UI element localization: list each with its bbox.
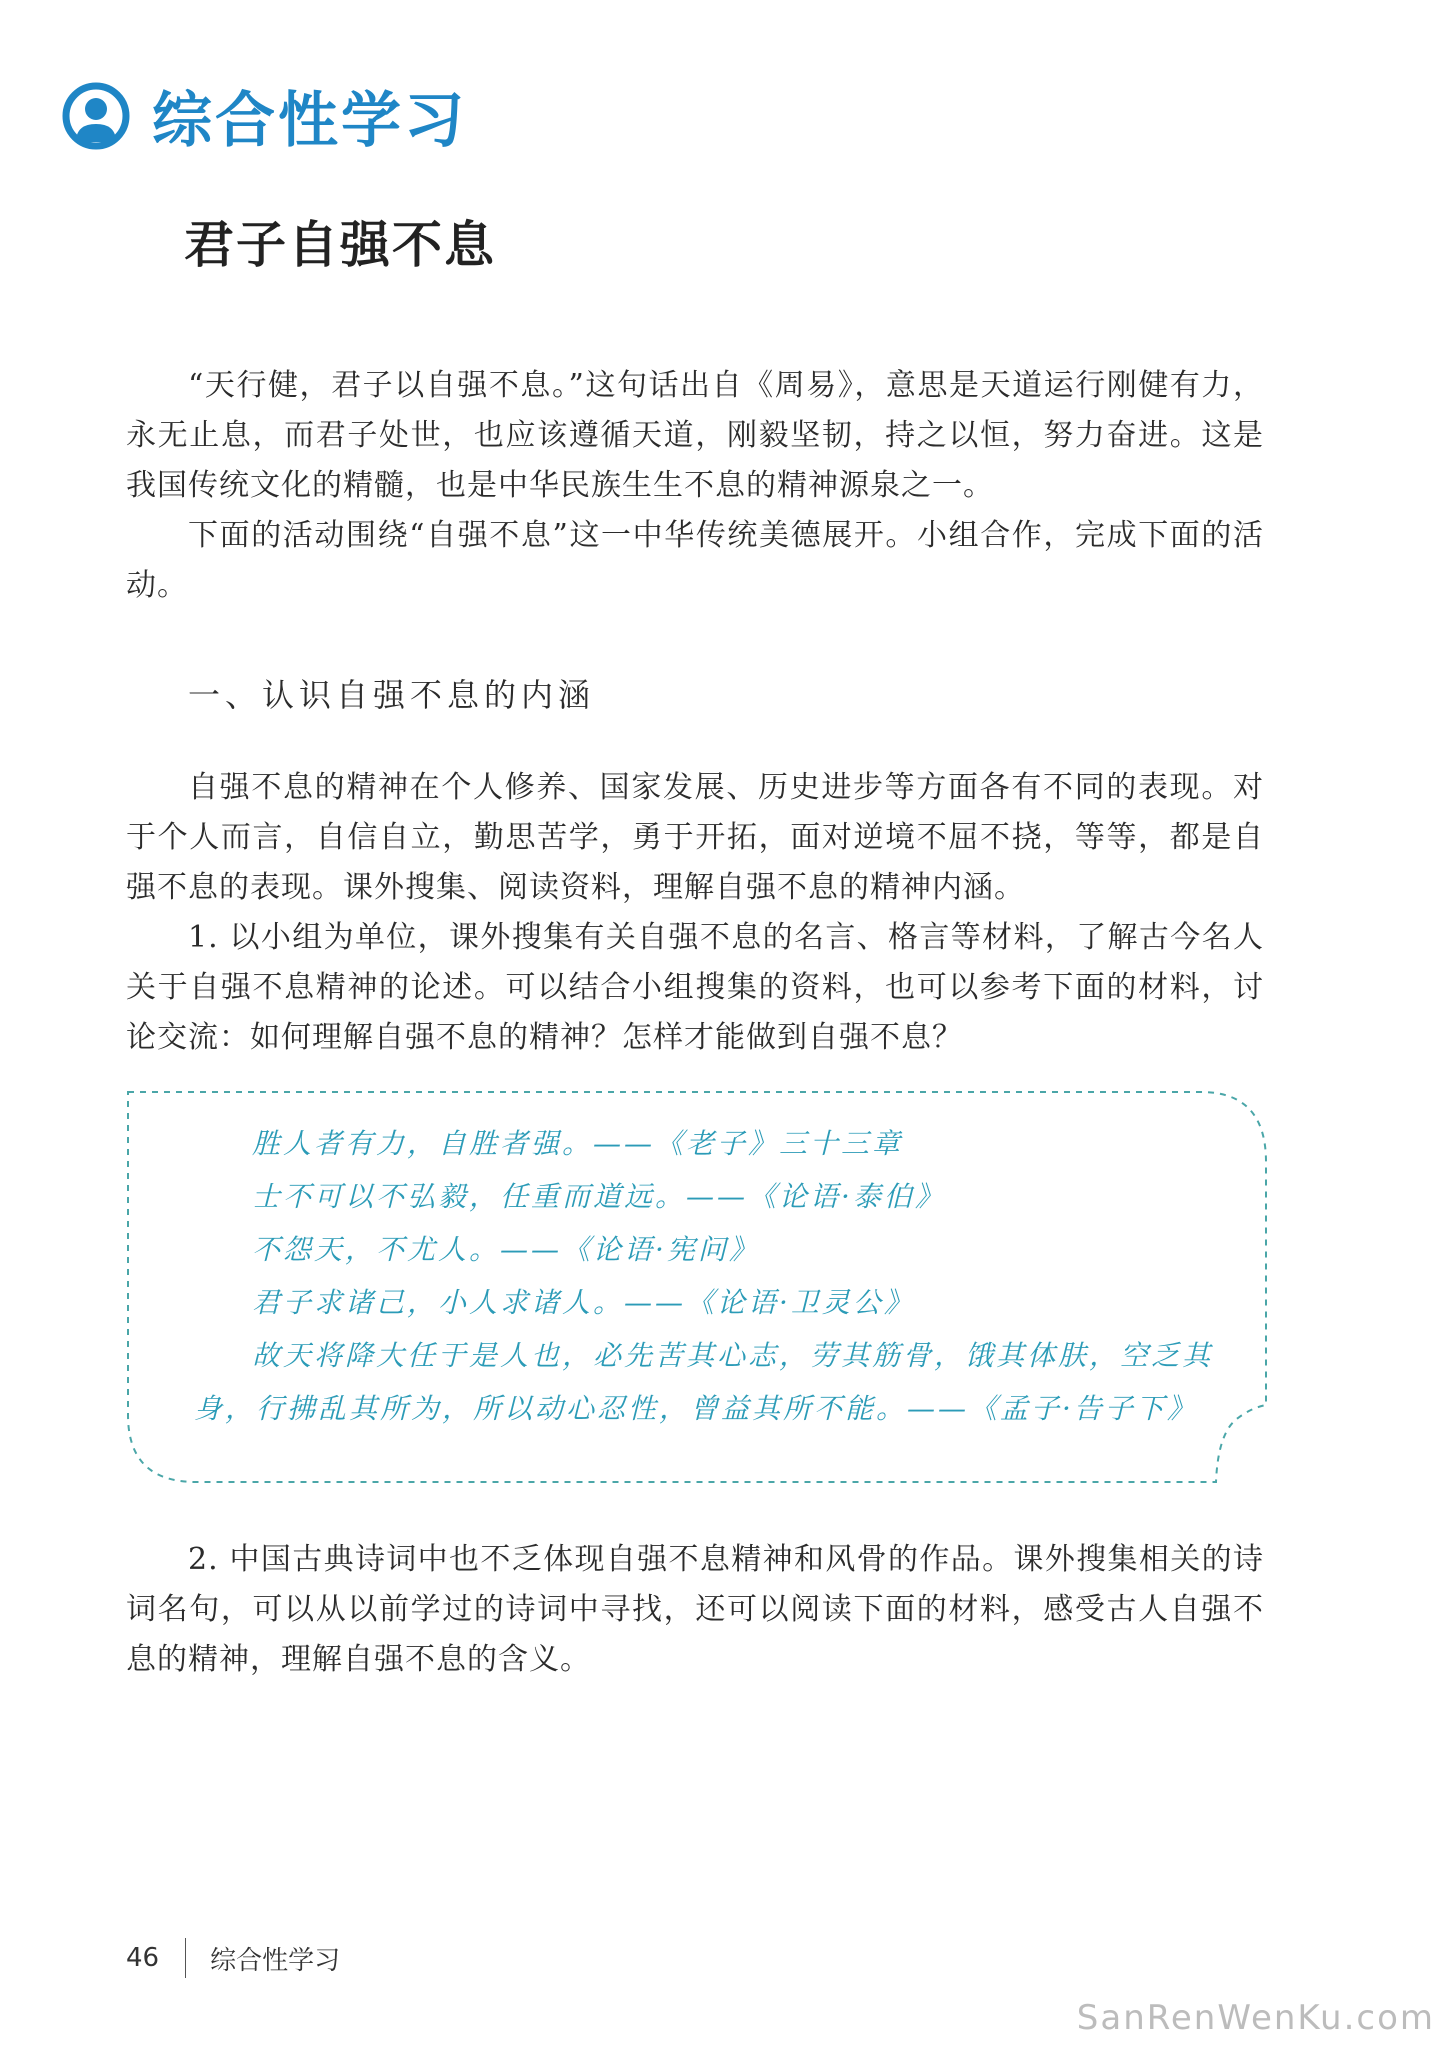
quote-line: 士不可以不弘毅，任重而道远。——《论语·泰伯》 — [252, 1180, 946, 1213]
footer-divider — [185, 1938, 186, 1978]
footer-section-label: 综合性学习 — [210, 1945, 341, 1976]
person-circle-icon — [62, 82, 130, 150]
lesson-title: 君子自强不息 — [184, 216, 496, 274]
quote-line: 君子求诸己，小人求诸人。——《论语·卫灵公》 — [252, 1286, 915, 1319]
quote-line: 不怨天，不尤人。——《论语·宪问》 — [252, 1233, 760, 1266]
quote-line: 故天将降大任于是人也，必先苦其心志，劳其筋骨，饿其体肤，空乏其 — [252, 1339, 1214, 1372]
page-header — [62, 76, 467, 156]
section-label: 综合性学习 — [152, 86, 467, 156]
quote-line: 身，行拂乱其所为，所以动心忍性，曾益其所不能。——《孟子·告子下》 — [194, 1392, 1198, 1425]
quote-line: 胜人者有力，自胜者强。——《老子》三十三章 — [252, 1127, 904, 1160]
watermark: SanRenWenKu.com — [1076, 1998, 1435, 2038]
intro-paragraph-1: “天行健，君子以自强不息。”这句话出自《周易》，意思是天道运行刚健有力，永无止息，而君子处世，也应该遵循天道，刚毅坚韧，持之以恒，努力奋进。这是我国传统文化的精髓，也是中华民族生生不息的精神源泉之一。 — [126, 368, 1264, 503]
quote-box — [126, 1090, 1271, 1485]
section-heading: 一、认识自强不息的内涵 — [188, 676, 596, 714]
page-footer — [126, 1938, 340, 1978]
section-paragraph: 自强不息的精神在个人修养、国家发展、历史进步等方面各有不同的表现。对于个人而言，自信自立，勤思苦学，勇于开拓，面对逆境不屈不挠，等等，都是自强不息的表现。课外搜集、阅读资料，理解自强不息的精神内涵。 — [126, 770, 1264, 905]
page-number: 46 — [126, 1943, 160, 1973]
task-2: 2. 中国古典诗词中也不乏体现自强不息精神和风骨的作品。课外搜集相关的诗词名句，可以从以前学过的诗词中寻找，还可以阅读下面的材料，感受古人自强不息的精神，理解自强不息的含义。 — [126, 1542, 1264, 1677]
intro-paragraph-2: 下面的活动围绕“自强不息”这一中华传统美德展开。小组合作，完成下面的活动。 — [126, 518, 1264, 603]
task-1: 1. 以小组为单位，课外搜集有关自强不息的名言、格言等材料，了解古今名人关于自强不息精神的论述。可以结合小组搜集的资料，也可以参考下面的材料，讨论交流：如何理解自强不息的精神？怎样才能做到自强不息？ — [126, 920, 1264, 1055]
